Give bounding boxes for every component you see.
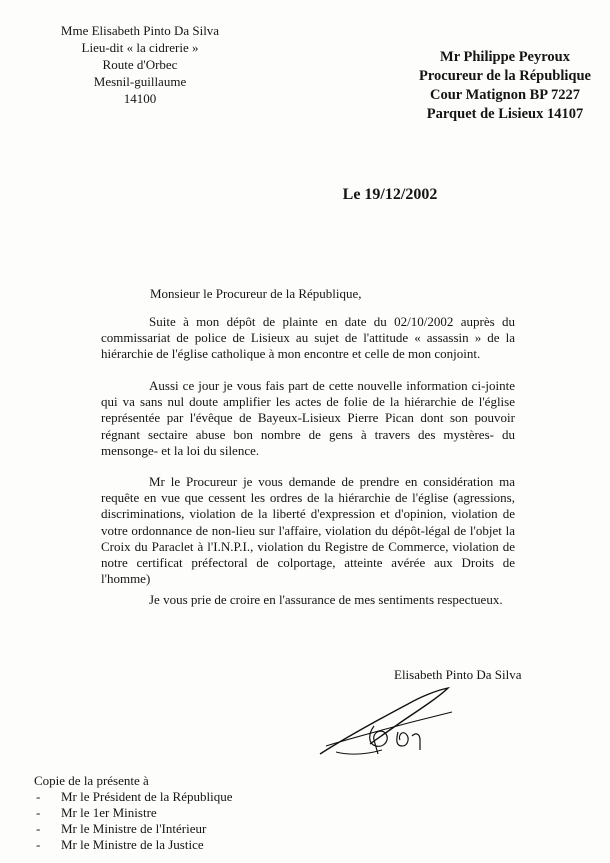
copy-recipient: - Mr le Ministre de la Justice xyxy=(34,837,233,853)
copy-recipient: - Mr le 1er Ministre xyxy=(34,805,233,821)
sender-lieu: Lieu-dit « la cidrerie » xyxy=(81,40,199,55)
sender-address xyxy=(40,22,240,107)
copy-recipient: - Mr le Président de la République xyxy=(34,789,233,805)
copies-heading: Copie de la présente à xyxy=(34,773,149,788)
letter-date: Le 19/12/2002 xyxy=(342,186,438,203)
closing-formula: Je vous prie de croire en l'assurance de mes sentiments respectueux. xyxy=(149,592,503,607)
body-paragraph-2: Aussi ce jour je vous fais part de cette nouvelle information ci-jointe qui va sans nul doute amplifier les actes de folie de la hiérarchie de l'église représentée par l'évêque de Bayeux-Lisieux Pierre Pican dont son pouvoir régnant sectaire abuse bon nombre de gens à travers des mystères- du mensonge- et la loi du silence. xyxy=(101,378,515,458)
copy-recipient: - Mr le Ministre de l'Intérieur xyxy=(34,821,233,837)
recipient-street: Cour Matignon BP 7227 xyxy=(430,87,580,103)
sender-postcode: 14100 xyxy=(123,91,157,106)
sender-route: Route d'Orbec xyxy=(102,57,178,72)
handwritten-signature xyxy=(312,682,462,762)
copies-block xyxy=(34,773,233,853)
recipient-address xyxy=(400,48,610,124)
body-paragraph-3: Mr le Procureur je vous demande de prendre en considération ma requête en vue que cessent les ordres de la hiérarchie de l'église (agressions, discriminations, violation de la liberté d'expression et d'opinion, violation de votre ordonnance de non-lieu sur l'affaire, violation du dépôt-légal de l'objet la Croix du Paraclet à l'I.N.P.I., violation du Registre de Commerce, violation de notre certificat préfectoral de colportage, atteinte avérée aux Droits de l'homme) xyxy=(101,474,515,587)
copies-list xyxy=(34,789,233,853)
sender-town: Mesnil-guillaume xyxy=(93,74,187,89)
recipient-name: Mr Philippe Peyroux xyxy=(440,49,570,65)
body-paragraph-1: Suite à mon dépôt de plainte en date du 02/10/2002 auprès du commissariat de police de Lisieux au sujet de l'attitude « assassin » de la hiérarchie de l'église catholique à mon encontre et celle de mon conjoint. xyxy=(101,314,515,362)
signature-name: Elisabeth Pinto Da Silva xyxy=(394,667,522,682)
sender-name: Mme Elisabeth Pinto Da Silva xyxy=(60,23,220,38)
salutation: Monsieur le Procureur de la République, xyxy=(150,286,362,301)
recipient-title: Procureur de la République xyxy=(418,68,591,84)
recipient-office: Parquet de Lisieux 14107 xyxy=(426,106,584,122)
